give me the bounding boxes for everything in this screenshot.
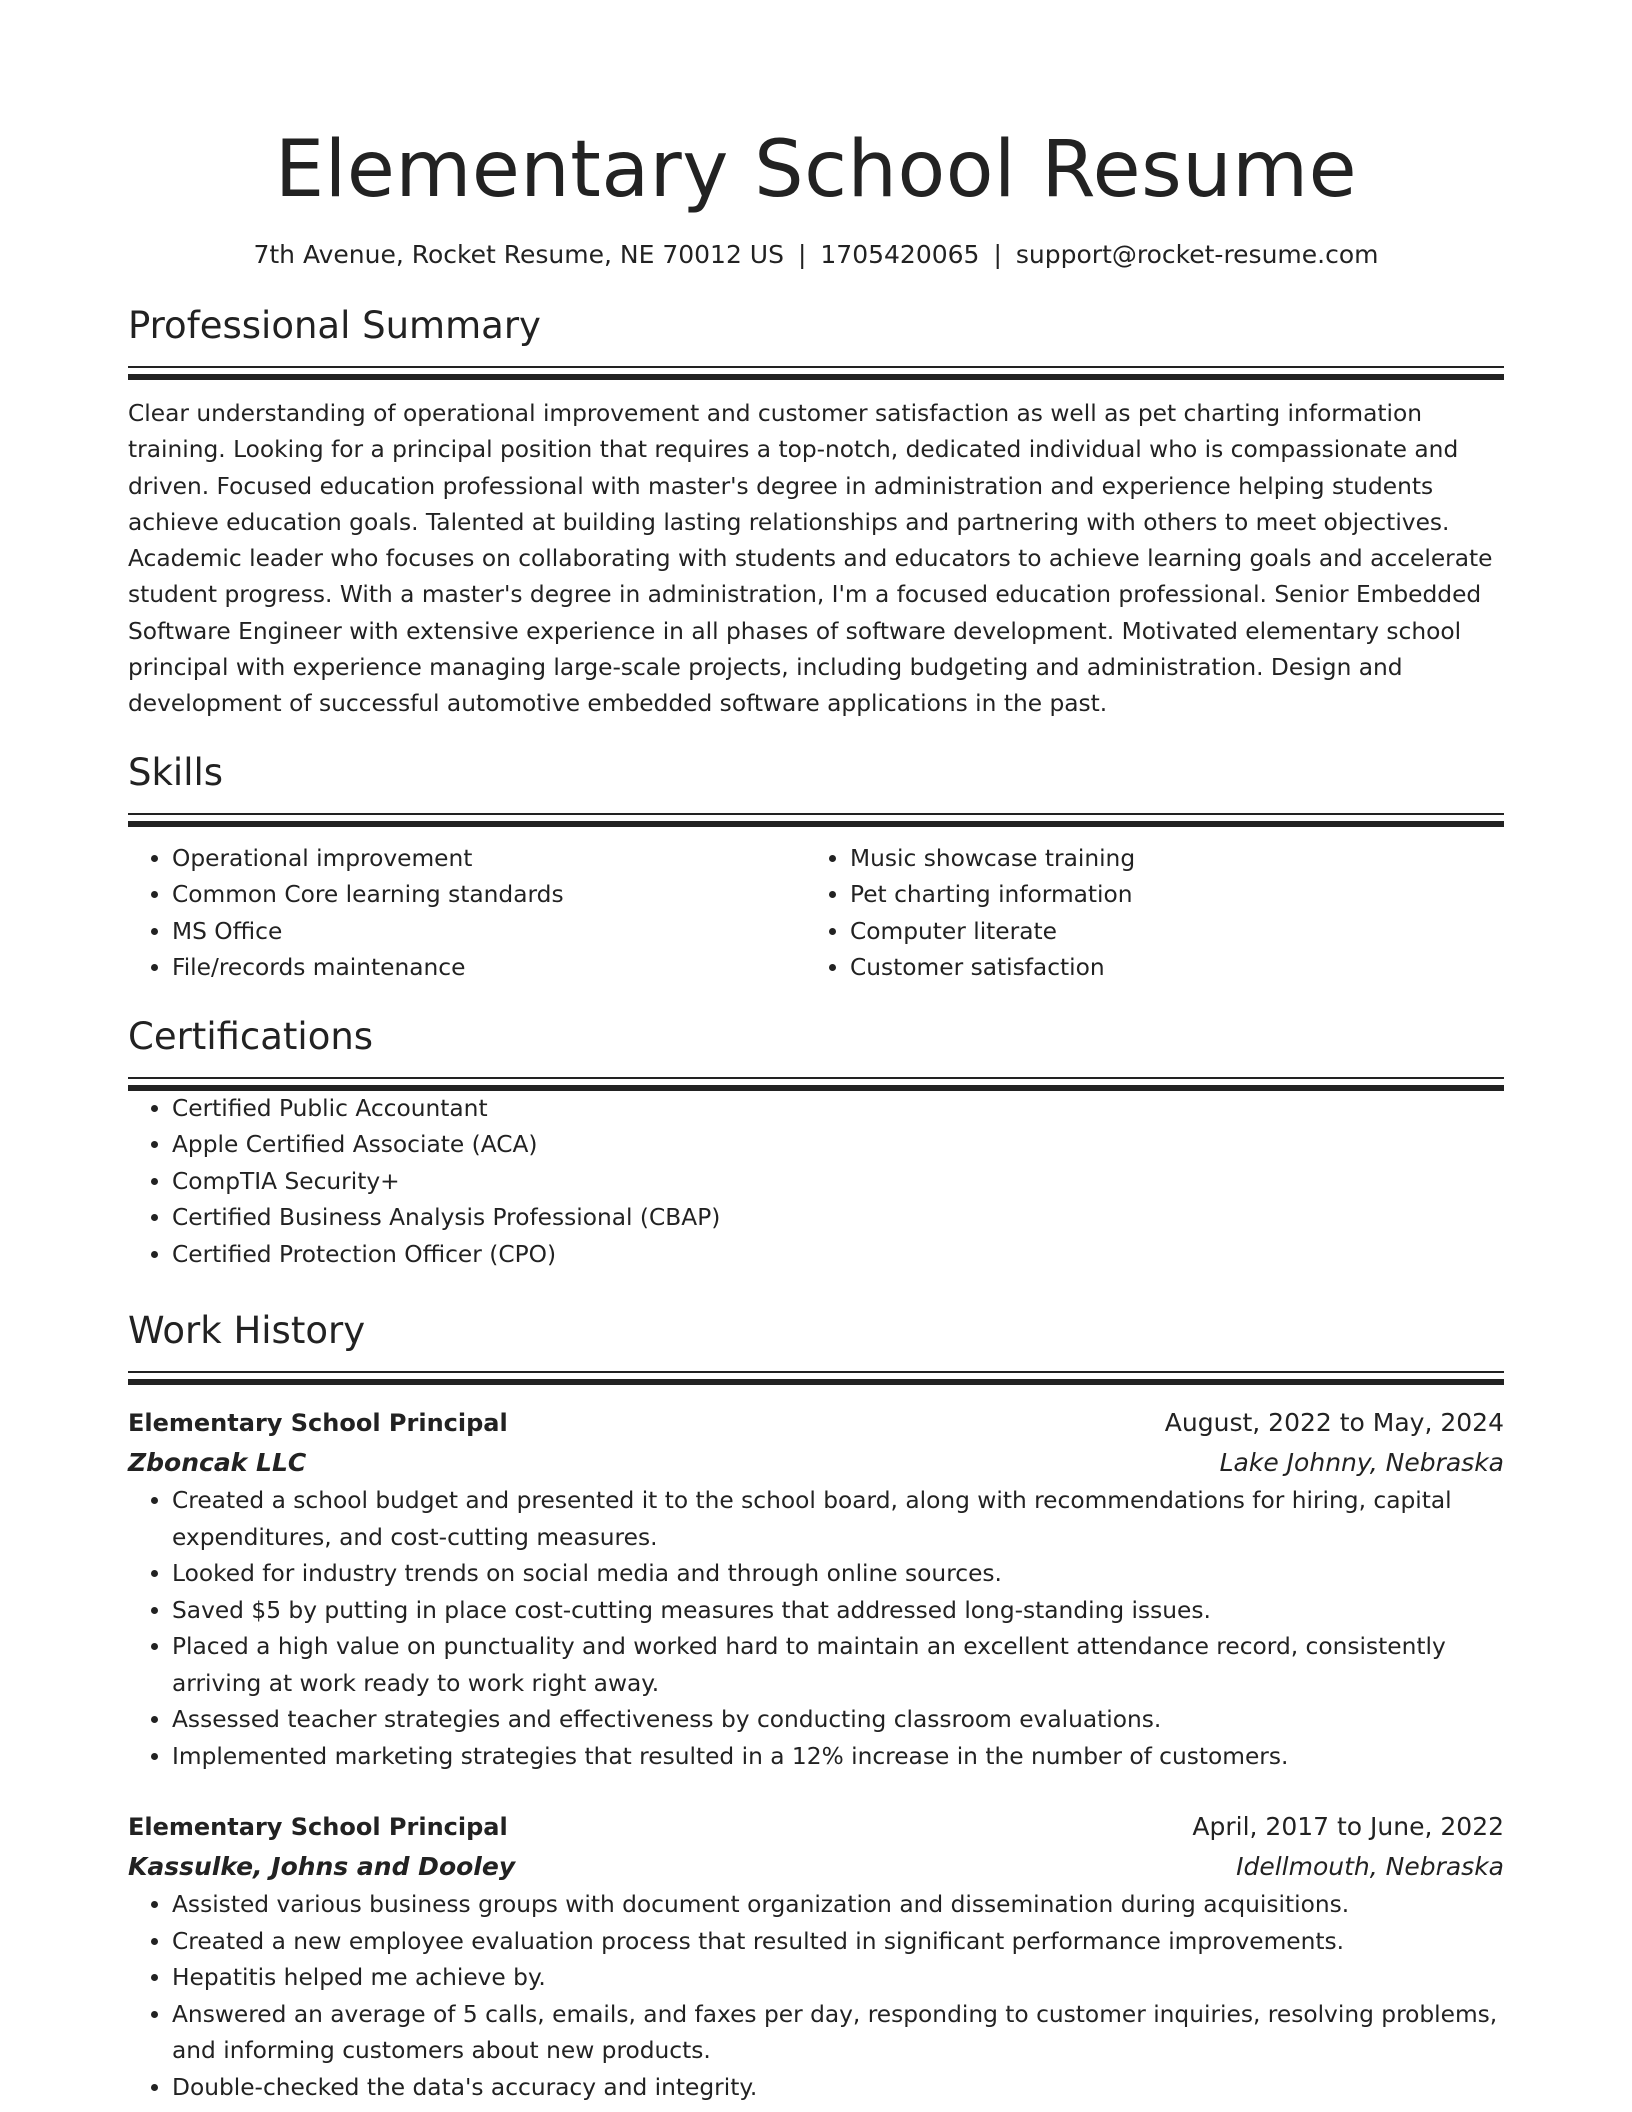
skill-item: • MS Office bbox=[172, 914, 806, 951]
work-history-section bbox=[128, 1307, 1504, 2106]
job-company-row bbox=[128, 1443, 1504, 1483]
resume-page bbox=[128, 0, 1504, 2106]
certifications-section bbox=[128, 1013, 1504, 1274]
job-duty-item: • Answered an average of 5 calls, emails, and faxes per day, responding to customer inquiries, resolving problems, and informing customers about new products. bbox=[172, 1997, 1504, 2070]
job-duty-item: • Hepatitis helped me achieve by. bbox=[172, 1960, 1504, 1997]
job-duty-item: • Double-checked the data's accuracy and integrity. bbox=[172, 2070, 1504, 2107]
skills-list-left bbox=[128, 841, 806, 987]
job-dates: April, 2017 to June, 2022 bbox=[1192, 1812, 1504, 1842]
job-header-row bbox=[128, 1807, 1504, 1847]
contact-separator: | bbox=[797, 240, 807, 269]
certification-item: • Certified Business Analysis Professional (CBAP) bbox=[172, 1200, 1504, 1237]
job-duty-item: • Looked for industry trends on social media and through online sources. bbox=[172, 1556, 1504, 1593]
job-title: Elementary School Principal bbox=[128, 1813, 508, 1842]
job-location: Lake Johnny, Nebraska bbox=[1219, 1448, 1504, 1478]
skill-item: • Music showcase training bbox=[850, 841, 1484, 878]
certifications-list bbox=[128, 1091, 1504, 1274]
skills-column-right bbox=[806, 841, 1484, 987]
job-entry bbox=[128, 1807, 1504, 2106]
skill-item: • Customer satisfaction bbox=[850, 950, 1484, 987]
skills-list-right bbox=[806, 841, 1484, 987]
skill-item: • Operational improvement bbox=[172, 841, 806, 878]
skill-item: • Computer literate bbox=[850, 914, 1484, 951]
job-company: Zboncak LLC bbox=[128, 1448, 307, 1478]
job-duty-item: • Created a new employee evaluation process that resulted in significant performance improvements. bbox=[172, 1924, 1504, 1961]
section-title-summary: Professional Summary bbox=[128, 304, 541, 347]
skill-item: • File/records maintenance bbox=[172, 950, 806, 987]
contact-email: support@rocket-resume.com bbox=[1015, 240, 1379, 269]
job-entry bbox=[128, 1403, 1504, 1775]
section-divider bbox=[128, 1077, 1504, 1091]
certification-item: • Certified Public Accountant bbox=[172, 1091, 1504, 1128]
section-divider bbox=[128, 1371, 1504, 1385]
contact-address: 7th Avenue, Rocket Resume, NE 70012 US bbox=[253, 240, 784, 269]
section-title-certifications: Certifications bbox=[128, 1014, 374, 1058]
job-header-row bbox=[128, 1403, 1504, 1443]
certification-item: • Certified Protection Officer (CPO) bbox=[172, 1237, 1504, 1274]
skills-grid bbox=[128, 841, 1504, 987]
job-duty-item: • Created a school budget and presented it to the school board, along with recommendations for hiring, capital expenditures, and cost-cutting measures. bbox=[172, 1483, 1504, 1556]
job-location: Idellmouth, Nebraska bbox=[1236, 1852, 1504, 1882]
professional-summary-section bbox=[128, 302, 1504, 723]
section-divider bbox=[128, 366, 1504, 380]
section-title-work-history: Work History bbox=[128, 1309, 366, 1353]
job-company: Kassulke, Johns and Dooley bbox=[128, 1852, 516, 1882]
skill-item: • Pet charting information bbox=[850, 877, 1484, 914]
certification-item: • CompTIA Security+ bbox=[172, 1164, 1504, 1201]
job-duty-item: • Placed a high value on punctuality and worked hard to maintain an excellent attendance record, consistently arriving at work ready to work right away. bbox=[172, 1629, 1504, 1702]
section-divider bbox=[128, 813, 1504, 827]
contact-phone: 1705420065 bbox=[820, 240, 980, 269]
skill-item: • Common Core learning standards bbox=[172, 877, 806, 914]
skills-column-left bbox=[128, 841, 806, 987]
resume-title: Elementary School Resume bbox=[274, 125, 1358, 215]
contact-line bbox=[128, 238, 1504, 272]
job-title: Elementary School Principal bbox=[128, 1409, 508, 1438]
summary-text: Clear understanding of operational improvement and customer satisfaction as well as pet charting information training. Looking for a principal position that requires a top-notch, dedicated individual who is compassionate and driven. Focused education professional with master's degree in administration and experience helping students achieve education goals. Talented at building lasting relationships and partnering with others to meet objectives. Academic leader who focuses on collaborating with students and educators to achieve learning goals and accelerate student progress. With a master's degree in administration, I'm a focused education professional. Senior Embedded Software Engineer with extensive experience in all phases of software development. Motivated elementary school principal with experience managing large-scale projects, including budgeting and administration. Design and development of successful automotive embedded software applications in the past. bbox=[128, 400, 1493, 718]
skills-section bbox=[128, 749, 1504, 987]
job-duty-item: • Assisted various business groups with document organization and dissemination during acquisitions. bbox=[172, 1887, 1504, 1924]
certification-item: • Apple Certified Associate (ACA) bbox=[172, 1127, 1504, 1164]
contact-separator: | bbox=[993, 240, 1002, 269]
job-duties-list bbox=[128, 1887, 1504, 2106]
job-dates: August, 2022 to May, 2024 bbox=[1164, 1408, 1504, 1438]
job-company-row bbox=[128, 1847, 1504, 1887]
job-duty-item: • Assessed teacher strategies and effectiveness by conducting classroom evaluations. bbox=[172, 1702, 1504, 1739]
section-title-skills: Skills bbox=[128, 750, 224, 794]
job-duties-list bbox=[128, 1483, 1504, 1775]
job-duty-item: • Implemented marketing strategies that resulted in a 12% increase in the number of customers. bbox=[172, 1739, 1504, 1776]
job-duty-item: • Saved $5 by putting in place cost-cutting measures that addressed long-standing issues. bbox=[172, 1593, 1504, 1630]
